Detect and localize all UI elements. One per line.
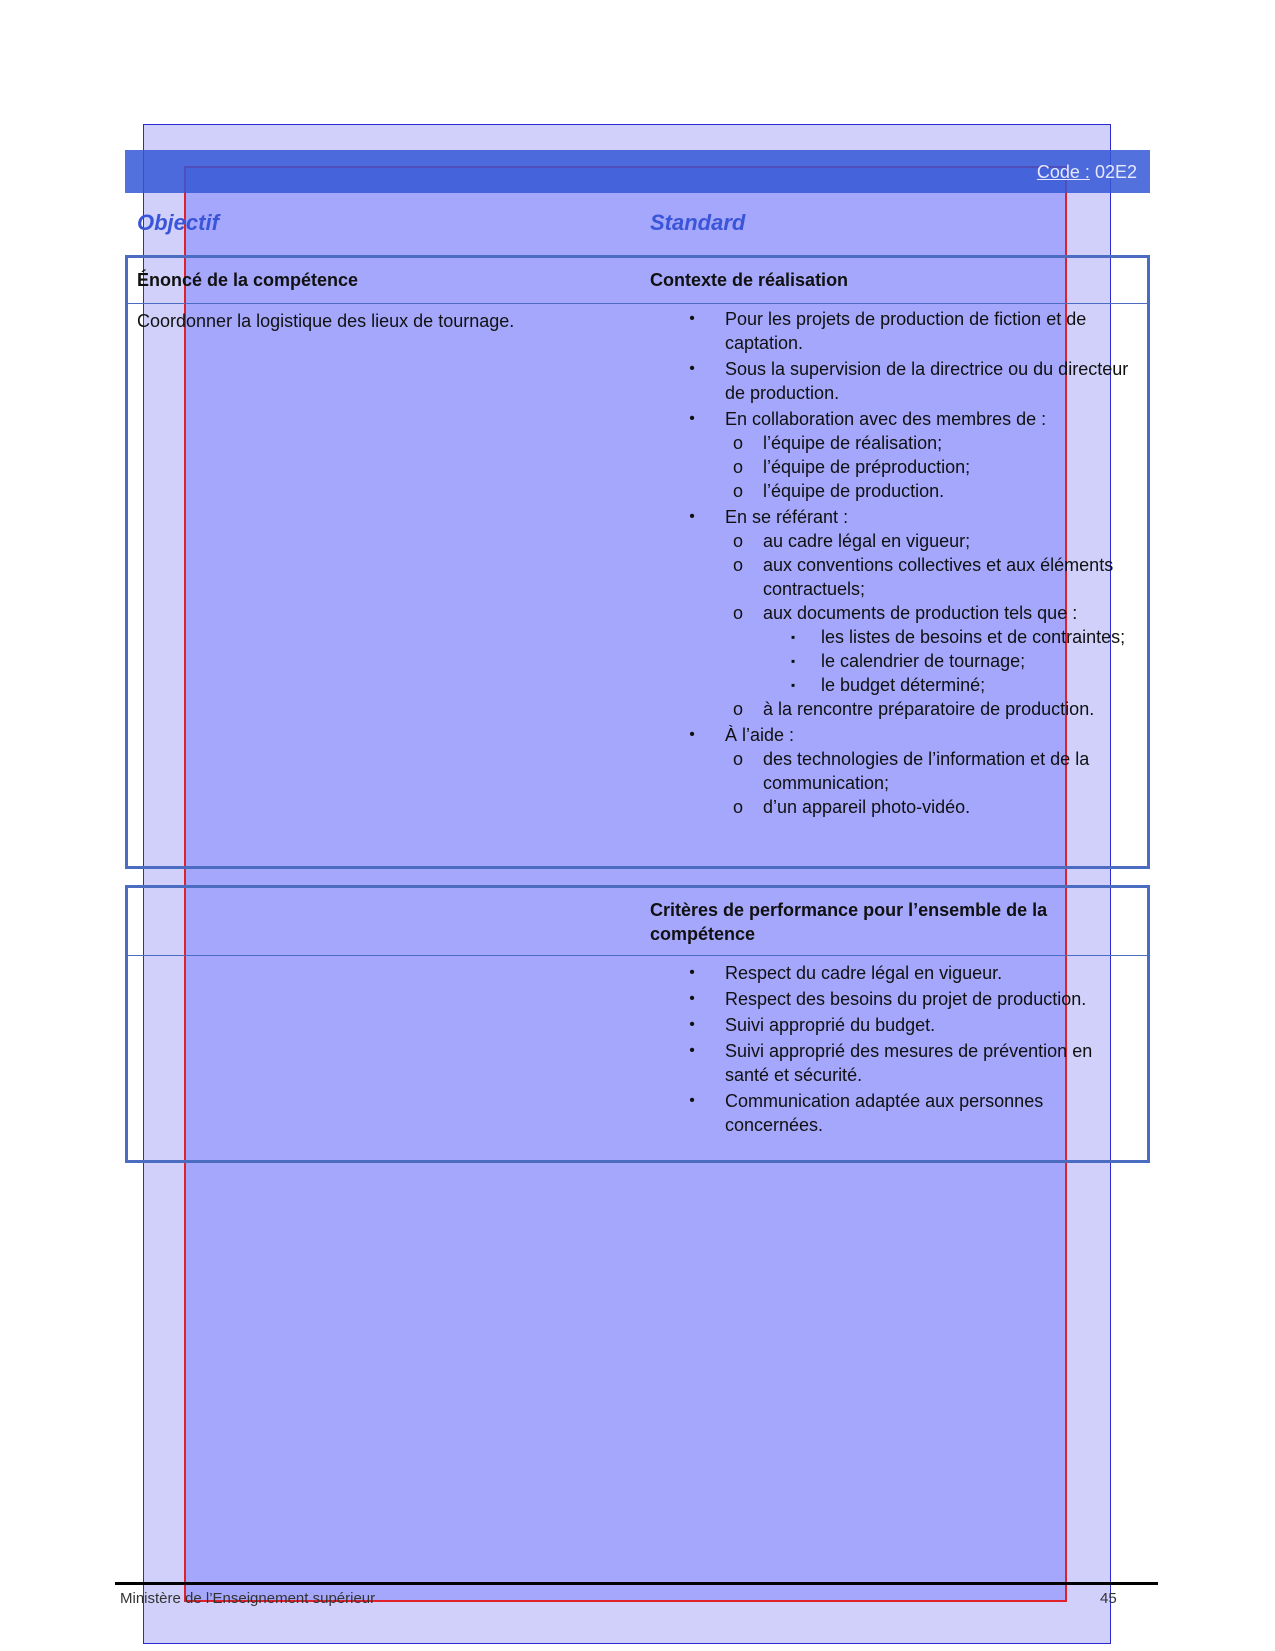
footer-ministry: Ministère de l’Enseignement supérieur (120, 1590, 376, 1607)
circle-bullet-icon: o (733, 699, 744, 719)
competency-statement-heading: Énoncé de la compétence (137, 270, 359, 290)
circle-bullet-icon: o (733, 457, 744, 477)
list-item: • Sous la supervision de la directrice ou du directeur de production. (687, 357, 1142, 405)
circle-bullet-icon: o (733, 481, 744, 501)
list-item: • Communication adaptée aux personnes concernées. (687, 1089, 1127, 1137)
list-item: • En se référant : o au cadre légal en vigueur; o aux conventions collectives et aux éléments contractuels; o aux documents de production tels que : ▪ les listes de besoins et de contraintes; ▪ le calendrier de tournage; ▪ le budget déterminé; o à la rencontre préparatoire de production. (687, 505, 1142, 721)
footer-divider (115, 1582, 1158, 1585)
list-item: • À l’aide : o des technologies de l’information et de la communication; o d’un appareil photo-vidéo. (687, 723, 1142, 819)
list-item: o à la rencontre préparatoire de production. (733, 699, 1095, 719)
objective-title: Objectif (137, 210, 219, 235)
list-item: o des technologies de l’information et de la communication; (733, 749, 1090, 793)
performance-criteria-heading: Critères de performance pour l’ensemble de la compétence (650, 900, 1048, 944)
bullet-icon: • (689, 410, 695, 427)
circle-bullet-icon: o (733, 555, 744, 575)
bullet-icon: • (689, 1092, 695, 1109)
bullet-icon: • (689, 1016, 695, 1033)
bullet-icon: • (689, 726, 695, 743)
code-label: Code : (1036, 162, 1090, 182)
standard-title: Standard (650, 210, 746, 235)
list-item: • En collaboration avec des membres de : o l’équipe de réalisation; o l’équipe de préproduction; o l’équipe de production. (687, 407, 1142, 503)
list-item: o l’équipe de réalisation; (733, 433, 943, 453)
code-band (125, 150, 1150, 193)
list-item: ▪ le calendrier de tournage; (791, 651, 1026, 671)
circle-bullet-icon: o (733, 603, 744, 623)
list-item: • Pour les projets de production de fiction et de captation. (687, 307, 1142, 355)
page-number: 45 (1100, 1590, 1117, 1607)
circle-bullet-icon: o (733, 433, 744, 453)
list-item: o aux conventions collectives et aux éléments contractuels; (733, 555, 1114, 599)
list-item: • Suivi approprié des mesures de prévention en santé et sécurité. (687, 1039, 1127, 1087)
list-item: • Respect des besoins du projet de production. (687, 987, 1127, 1011)
circle-bullet-icon: o (733, 749, 744, 769)
circle-bullet-icon: o (733, 797, 744, 817)
bullet-icon: • (689, 310, 695, 327)
list-item: o l’équipe de production. (733, 481, 945, 501)
list-item: ▪ le budget déterminé; (791, 675, 986, 695)
bullet-icon: • (689, 990, 695, 1007)
bullet-icon: • (689, 1042, 695, 1059)
square-bullet-icon: ▪ (791, 630, 796, 644)
circle-bullet-icon: o (733, 531, 744, 551)
context-heading: Contexte de réalisation (650, 270, 849, 290)
square-bullet-icon: ▪ (791, 678, 796, 692)
square-bullet-icon: ▪ (791, 654, 796, 668)
list-item: o au cadre légal en vigueur; (733, 531, 971, 551)
competency-code (1037, 162, 1137, 183)
list-item: o aux documents de production tels que : ▪ les listes de besoins et de contraintes; ▪ le calendrier de tournage; ▪ le budget déterminé; (687, 601, 1142, 697)
bullet-icon: • (689, 964, 695, 981)
list-item: ▪ les listes de besoins et de contraintes; (791, 627, 1126, 647)
table-header-divider (128, 303, 1147, 304)
context-list (687, 307, 1142, 821)
table-header-divider (128, 955, 1147, 956)
code-value: 02E2 (1094, 162, 1137, 182)
performance-criteria-list (687, 961, 1127, 1139)
list-item: • Suivi approprié du budget. (687, 1013, 1127, 1037)
list-item: • Respect du cadre légal en vigueur. (687, 961, 1127, 985)
competency-statement: Coordonner la logistique des lieux de tournage. (137, 311, 515, 331)
bullet-icon: • (689, 360, 695, 377)
bullet-icon: • (689, 508, 695, 525)
list-item: o l’équipe de préproduction; (733, 457, 971, 477)
list-item: o d’un appareil photo-vidéo. (733, 797, 971, 817)
